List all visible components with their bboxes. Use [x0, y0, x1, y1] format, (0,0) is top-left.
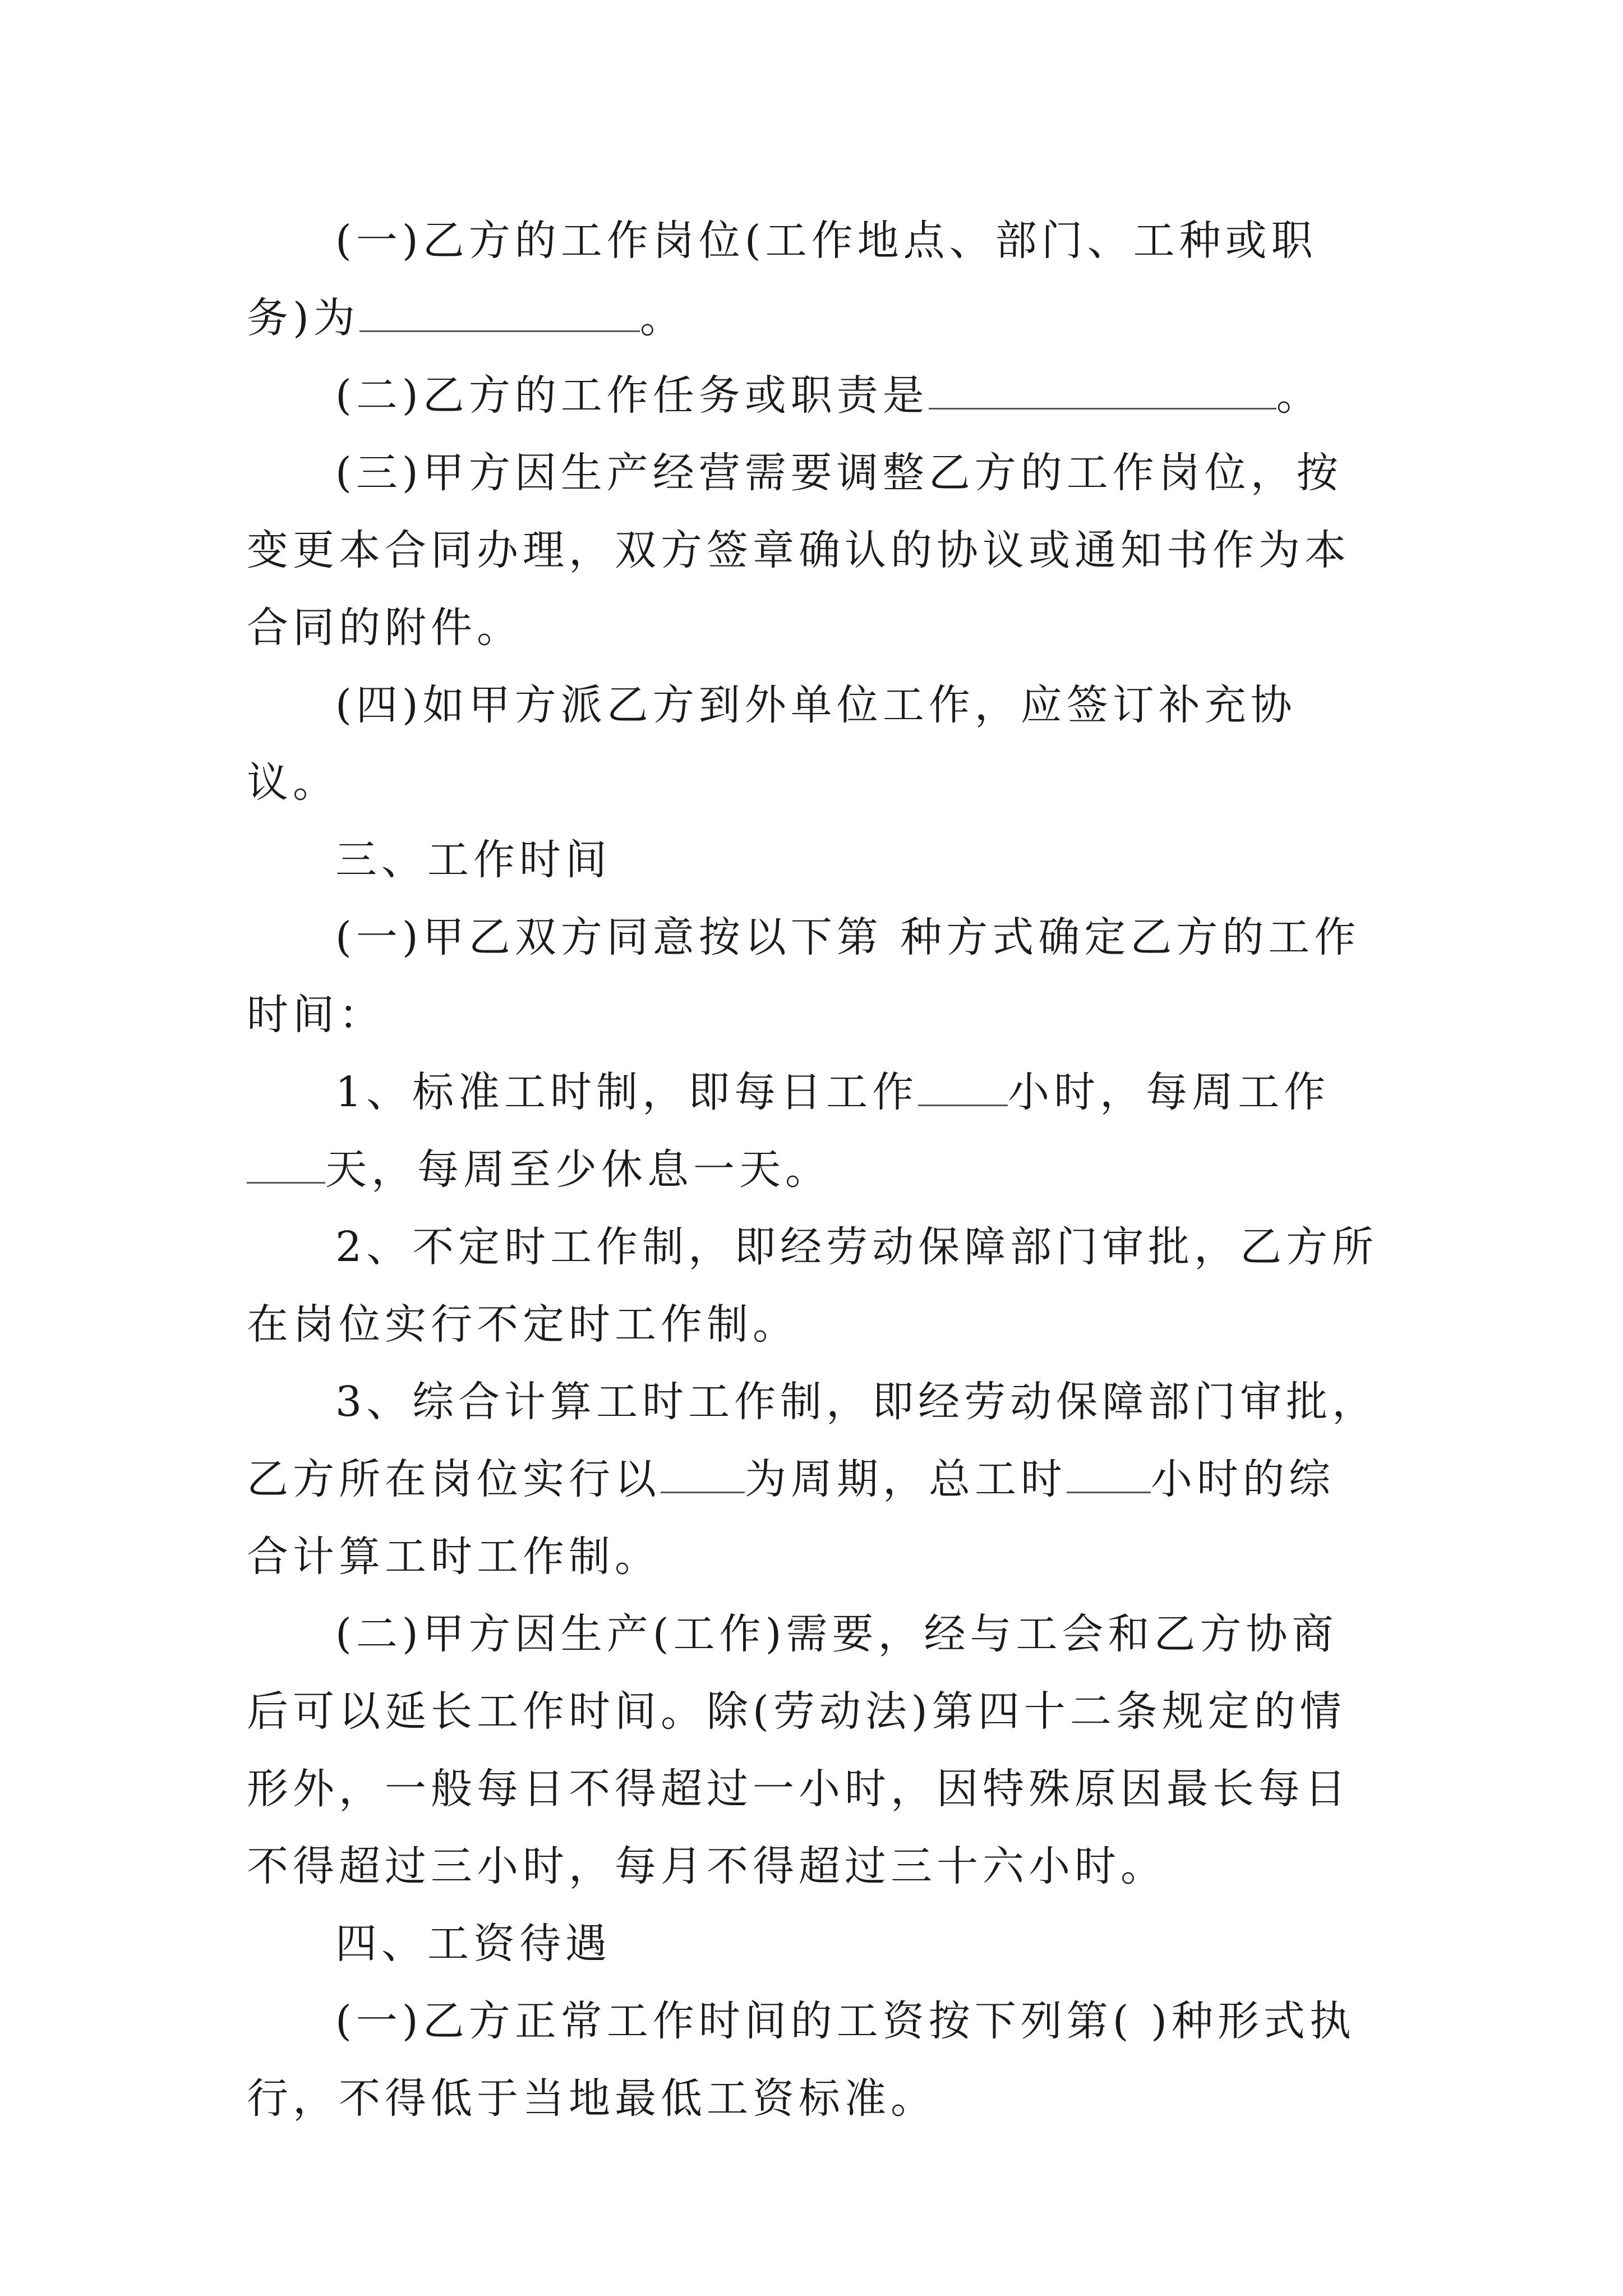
paragraph-text: (一)甲乙双方同意按以下第 种方式确定乙方的工作时间： — [247, 913, 1361, 1039]
paragraph-p4 — [247, 666, 1380, 821]
paragraph-p8 — [247, 1208, 1380, 1363]
paragraph-text: 四、工资待遇 — [335, 1920, 611, 1968]
paragraph-text: (二)甲方因生产(工作)需要，经与工会和乙方协商后可以延长工作时间。除(劳动法)第四十二条规定的情形外，一般每日不得超过一小时，因特殊原因最长每日不得超过三小时，每月不得超过三十六小时。 — [247, 1610, 1350, 1890]
paragraph-p1 — [247, 202, 1380, 357]
paragraph-text: (三)甲方因生产经营需要调整乙方的工作岗位，按变更本合同办理，双方签章确认的协议或通知书作为本合同的附件。 — [247, 449, 1350, 652]
fill-in-blank — [359, 297, 640, 332]
paragraph-text: 为周期，总工时 — [745, 1455, 1067, 1503]
fill-in-blank — [918, 1071, 1008, 1106]
paragraph-p12 — [247, 1982, 1380, 2137]
fill-in-blank — [1067, 1458, 1151, 1493]
paragraph-text: 2、不定时工作制，即经劳动保障部门审批，乙方所在岗位实行不定时工作制。 — [247, 1223, 1378, 1349]
paragraph-p5 — [247, 821, 1380, 899]
paragraph-p10 — [247, 1595, 1380, 1905]
fill-in-blank — [247, 1148, 325, 1184]
paragraph-text: (二)乙方的工作任务或职责是 — [335, 371, 929, 420]
paragraph-p9 — [247, 1363, 1380, 1595]
paragraph-text: 。 — [639, 294, 686, 342]
paragraph-p7 — [247, 1053, 1380, 1208]
paragraph-text: (四)如甲方派乙方到外单位工作，应签订补充协议。 — [247, 681, 1297, 807]
paragraph-p6 — [247, 899, 1380, 1053]
paragraph-text: 小时，每周工作 — [1008, 1068, 1330, 1116]
paragraph-text: 小时的综合计算工时工作制。 — [247, 1455, 1335, 1581]
paragraph-p11 — [247, 1905, 1380, 1982]
paragraph-p2 — [247, 357, 1380, 434]
paragraph-text: 三、工作时间 — [335, 836, 611, 884]
fill-in-blank — [661, 1458, 745, 1493]
paragraph-text: 。 — [1276, 371, 1322, 420]
paragraph-text: (一)乙方正常工作时间的工资按下列第( )种形式执行，不得低于当地最低工资标准。 — [247, 1997, 1356, 2123]
paragraph-text: 1、标准工时制，即每日工作 — [335, 1068, 919, 1116]
paragraph-text: 天，每周至少休息一天。 — [325, 1145, 831, 1194]
fill-in-blank — [929, 374, 1276, 409]
paragraph-text: (一)乙方的工作岗位(工作地点、部门、工种或职务)为 — [247, 217, 1317, 342]
document-body — [247, 202, 1380, 2137]
paragraph-text: 3、综合计算工时工作制，即经劳动保障部门审批，乙方所在岗位实行以 — [247, 1378, 1378, 1503]
paragraph-p3 — [247, 434, 1380, 666]
